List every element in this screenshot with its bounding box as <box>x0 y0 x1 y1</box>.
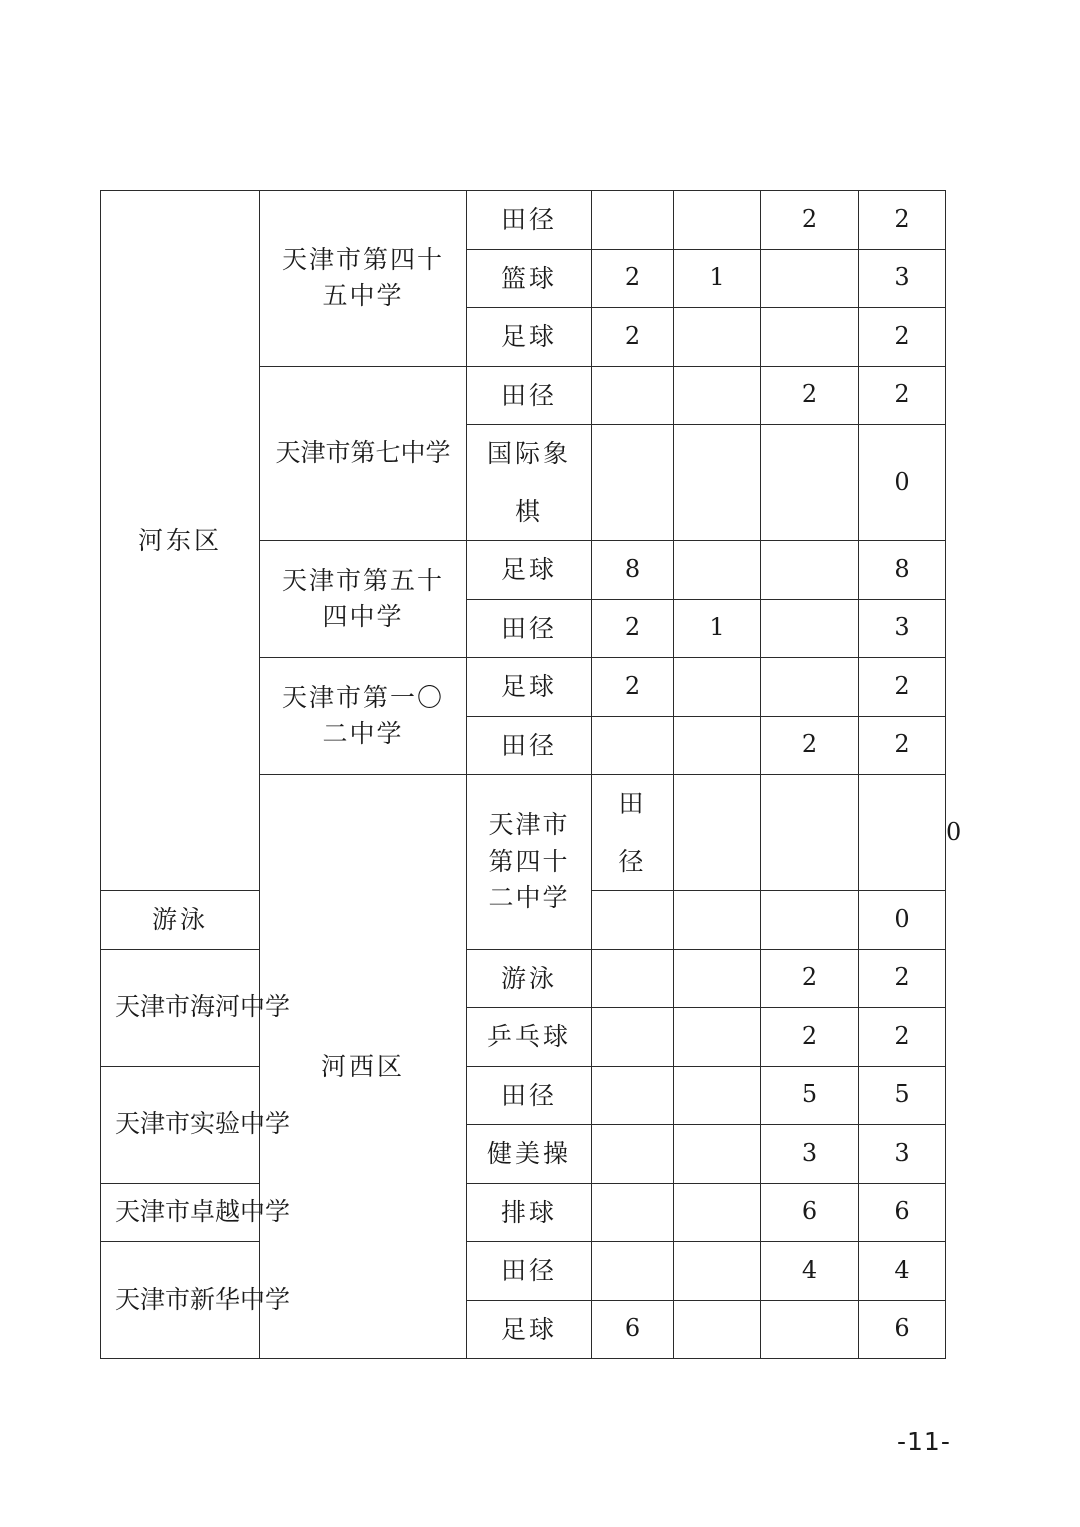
count-cell <box>592 425 674 541</box>
count-cell <box>674 1183 761 1242</box>
total-cell: 2 <box>859 1008 946 1067</box>
count-cell <box>592 1008 674 1067</box>
count-cell: 2 <box>761 716 859 775</box>
total-cell: 6 <box>859 1300 946 1359</box>
school-cell: 天津市海河中学 <box>101 949 260 1066</box>
sport-cell: 健美操 <box>467 1125 592 1184</box>
total-cell: 2 <box>859 716 946 775</box>
total-cell: 0 <box>859 891 946 950</box>
count-cell <box>674 949 761 1008</box>
count-cell <box>674 425 761 541</box>
sport-cell: 篮球 <box>467 249 592 308</box>
count-cell <box>592 1183 674 1242</box>
total-cell: 3 <box>859 1125 946 1184</box>
count-cell <box>592 366 674 425</box>
total-cell: 2 <box>859 658 946 717</box>
count-cell <box>674 541 761 600</box>
sport-cell: 田径 <box>592 775 674 891</box>
count-cell: 1 <box>674 599 761 658</box>
school-cell: 天津市第四十二中学 <box>467 775 592 950</box>
count-cell <box>592 1125 674 1184</box>
count-cell: 2 <box>761 366 859 425</box>
table-row <box>101 949 946 1008</box>
count-cell: 2 <box>592 308 674 367</box>
sport-cell: 田径 <box>467 366 592 425</box>
count-cell: 8 <box>592 541 674 600</box>
school-cell: 天津市第四十五中学 <box>260 191 467 367</box>
count-cell <box>592 891 674 950</box>
count-cell <box>761 891 859 950</box>
sport-cell: 国际象棋 <box>467 425 592 541</box>
total-cell: 2 <box>859 949 946 1008</box>
count-cell: 2 <box>592 658 674 717</box>
sport-cell: 田径 <box>467 599 592 658</box>
count-cell <box>674 366 761 425</box>
count-cell: 6 <box>761 1183 859 1242</box>
total-cell: 3 <box>859 599 946 658</box>
count-cell <box>674 308 761 367</box>
count-cell: 1 <box>674 249 761 308</box>
count-cell <box>592 716 674 775</box>
count-cell: 4 <box>761 1242 859 1301</box>
district-cell: 河东区 <box>101 191 260 891</box>
count-cell <box>674 1125 761 1184</box>
enrollment-table <box>100 190 962 1359</box>
total-cell: 2 <box>859 191 946 250</box>
count-cell: 5 <box>761 1066 859 1125</box>
school-cell: 天津市第五十四中学 <box>260 541 467 658</box>
count-cell: 2 <box>592 599 674 658</box>
table-row <box>101 1183 946 1242</box>
count-cell <box>592 1242 674 1301</box>
total-cell: 5 <box>859 1066 946 1125</box>
count-cell: 2 <box>761 191 859 250</box>
count-cell: 3 <box>761 1125 859 1184</box>
count-cell <box>761 425 859 541</box>
count-cell <box>761 775 859 891</box>
count-cell <box>674 658 761 717</box>
total-cell: 8 <box>859 541 946 600</box>
count-cell <box>761 599 859 658</box>
total-cell: 0 <box>859 425 946 541</box>
sport-cell: 田径 <box>467 716 592 775</box>
sport-cell: 游泳 <box>467 949 592 1008</box>
count-cell: 2 <box>592 249 674 308</box>
table-row: 河西区 天津市第四十二中学 田径 0 <box>101 775 946 891</box>
sport-cell: 田径 <box>467 1066 592 1125</box>
sport-cell: 乒乓球 <box>467 1008 592 1067</box>
sport-cell: 足球 <box>467 308 592 367</box>
count-cell <box>674 891 761 950</box>
school-cell: 天津市第一〇二中学 <box>260 658 467 775</box>
count-cell <box>592 949 674 1008</box>
district-cell: 河西区 <box>260 775 467 1359</box>
school-cell: 天津市第七中学 <box>260 366 467 541</box>
total-cell: 2 <box>859 308 946 367</box>
count-cell <box>761 1300 859 1359</box>
count-cell <box>761 308 859 367</box>
count-cell <box>674 1300 761 1359</box>
total-cell: 6 <box>859 1183 946 1242</box>
sport-cell: 田径 <box>467 191 592 250</box>
count-cell: 6 <box>592 1300 674 1359</box>
count-cell <box>859 775 946 891</box>
sport-cell: 田径 <box>467 1242 592 1301</box>
count-cell <box>674 716 761 775</box>
count-cell: 2 <box>761 949 859 1008</box>
count-cell <box>761 541 859 600</box>
school-cell: 天津市实验中学 <box>101 1066 260 1183</box>
count-cell <box>674 775 761 891</box>
count-cell: 2 <box>761 1008 859 1067</box>
count-cell <box>674 1242 761 1301</box>
school-cell: 天津市新华中学 <box>101 1242 260 1359</box>
count-cell <box>592 191 674 250</box>
total-cell: 3 <box>859 249 946 308</box>
table-row <box>101 1242 946 1301</box>
page-number: -11- <box>897 1427 951 1456</box>
count-cell <box>674 191 761 250</box>
sport-cell: 足球 <box>467 541 592 600</box>
count-cell <box>592 1066 674 1125</box>
sport-cell: 游泳 <box>101 891 260 950</box>
sport-cell: 足球 <box>467 658 592 717</box>
count-cell <box>674 1066 761 1125</box>
table-row <box>101 1066 946 1125</box>
count-cell <box>674 1008 761 1067</box>
sport-cell: 足球 <box>467 1300 592 1359</box>
count-cell <box>761 658 859 717</box>
total-cell: 4 <box>859 1242 946 1301</box>
total-cell: 2 <box>859 366 946 425</box>
count-cell <box>761 249 859 308</box>
table-row <box>101 191 946 250</box>
sport-cell: 排球 <box>467 1183 592 1242</box>
school-cell: 天津市卓越中学 <box>101 1183 260 1242</box>
